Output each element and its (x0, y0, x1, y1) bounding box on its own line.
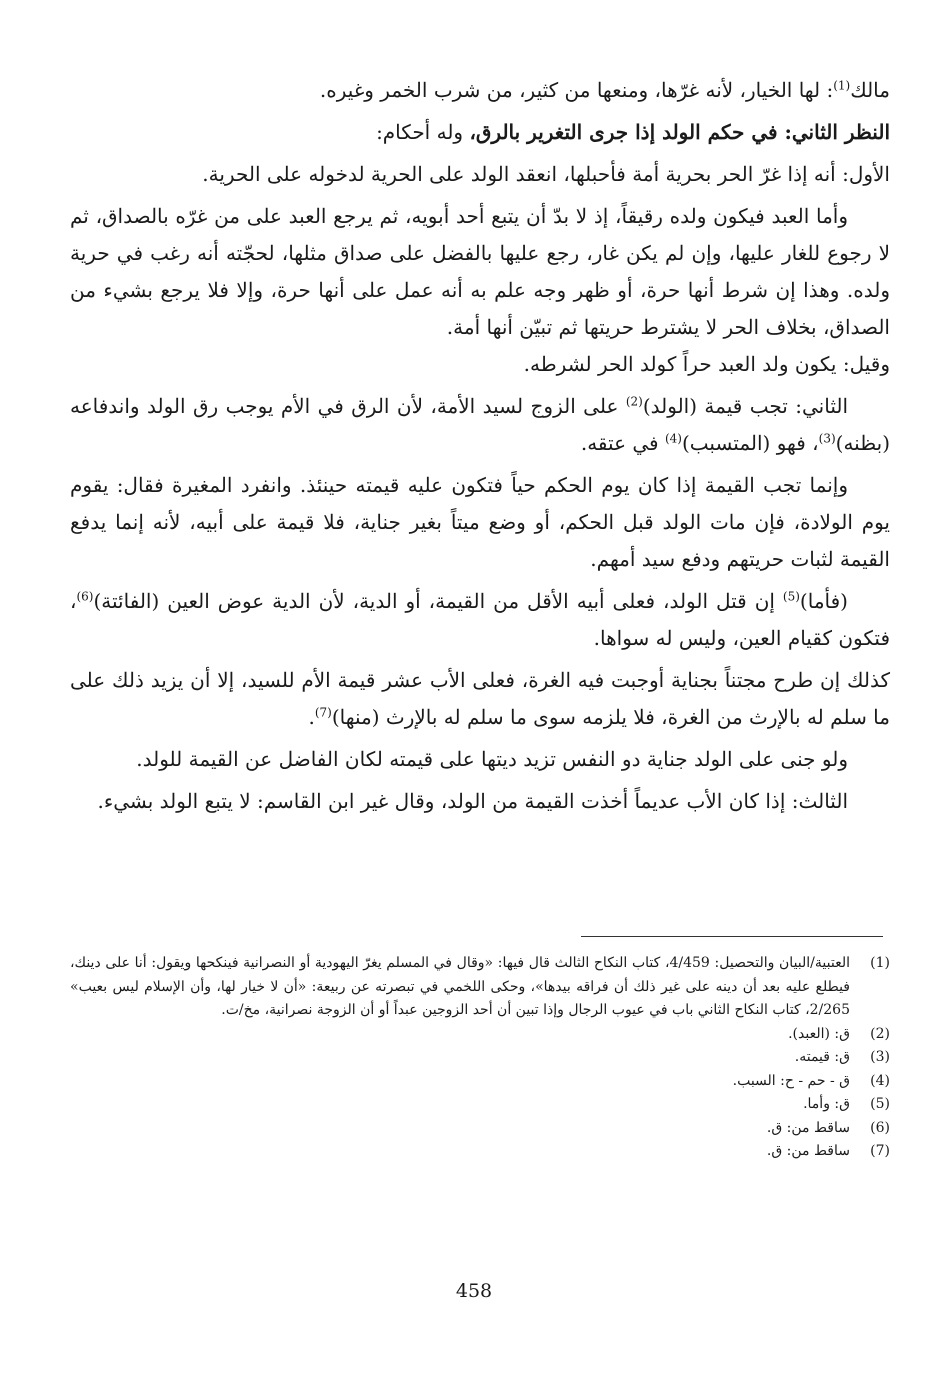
text-span: إن قتل الولد، فعلى أبيه الأقل من القيمة، أو الدية، لأن الدية عوض العين (الفائتة) (93, 589, 783, 613)
paragraph-5: وقيل: يكون ولد العبد حراً كولد الحر لشرطه. (523, 352, 890, 376)
paragraph-10: ولو جنى على الولد جناية دو النفس تزيد ديتها على قيمته لكان الفاضل عن القيمة للولد. (136, 747, 848, 771)
footnote-text: ق - حم - ح: السبب. (732, 1072, 850, 1089)
footnote-ref-7[interactable]: (7) (314, 705, 332, 720)
text-span: : لها الخيار، لأنه غرّها، ومنعها من كثير، من شرب الخمر وغيره. (319, 78, 834, 102)
footnote-6 (70, 1117, 890, 1141)
footnote-text: ساقط من: ق. (766, 1119, 850, 1136)
text-span: ، فهو (المتسبب) (681, 431, 819, 455)
footnote-5 (70, 1093, 890, 1117)
paragraph-7: وإنما تجب القيمة إذا كان يوم الحكم حياً فتكون عليه قيمته حينئذ. وانفرد المغيرة فقال: يقوم يوم الولادة، فإن مات الولد قبل الحكم، أو وضع ميتاً بغير جناية، فلا قيمة على أبيه، لأنه إنما يدفع القيمة لثبات حريتهم ودفع سيد أمهم. (70, 473, 890, 571)
text-span: الثاني: تجب قيمة (الولد) (642, 394, 848, 418)
footnote-7 (70, 1140, 890, 1164)
footnote-number: (2) (870, 1025, 890, 1042)
text-span: (فأما) (799, 589, 848, 613)
section-heading (70, 114, 890, 151)
footnote-4 (70, 1070, 890, 1094)
text-span: . (308, 705, 315, 729)
paragraph-1 (70, 72, 890, 109)
footnote-text: ق: وأما. (803, 1096, 850, 1112)
paragraph-3: الأول: أنه إذا غرّ الحر بحرية أمة فأحبلها، انعقد الولد على الحرية لدخوله على الحرية. (202, 162, 890, 186)
footnote-number: (6) (870, 1119, 890, 1136)
text-span: على الزوج لسيد الأمة، لأن الرق في الأم يوجب رق الولد واندفاعه (بظنه) (70, 394, 890, 455)
footnote-divider (581, 936, 883, 937)
footnote-number: (3) (870, 1049, 890, 1065)
footnote-ref-2[interactable]: (2) (625, 394, 643, 409)
footnote-1 (70, 952, 890, 1023)
footnote-text: ساقط من: ق. (766, 1143, 850, 1159)
main-text (70, 72, 890, 820)
text-span: في عتقه. (580, 431, 665, 455)
footnote-text: العتبية/البيان والتحصيل: 4/459، كتاب النكاح الثالث قال فيها: «وقال في المسلم يغرّ اليهودية أو النصرانية فينكحها ويقول: أنا على دينك، فيطلع عليه بعد أن دينه على غير ذلك أن فراقه بيدها»، وحكى اللخمي في تبصرته عن ربيعة: «أن لا خيار لها، وأن الإسلام ليس بعيب» 2/265، كتاب النكاح الثاني باب في عيوب الرجال وإذا تبين أن أحد الزوجين عبداً أو أن الزوجة نصرانية، مخ/ت. (70, 955, 850, 1018)
footnote-ref-1[interactable]: (1) (833, 78, 851, 93)
heading-label: النظر الثاني: في حكم الولد إذا جرى التغرير بالرق، (469, 120, 890, 144)
footnote-number: (4) (870, 1072, 890, 1089)
footnote-text: ق: (العبد). (788, 1025, 850, 1042)
footnote-2 (70, 1023, 890, 1047)
text-span: مالك (850, 78, 890, 102)
footnote-number: (5) (870, 1096, 890, 1112)
heading-rest: وله أحكام: (376, 120, 470, 144)
paragraph-4: وأما العبد فيكون ولده رقيقاً، إذ لا بدّ أن يتبع أحد أبويه، ثم يرجع العبد على من غرّه بالصداق، ثم لا رجوع للغار عليها، وإن لم يكن غار، رجع عليها بالفضل على صداق مثلها، لحجّته أنه رغب في حرية ولده. وهذا إن شرط أنها حرة، أو ظهر وجه علم به أنه عمل على أنها حرة، وإلا فلا يرجع بشيء من الصداق، بخلاف الحر لا يشترط حريتها ثم تبيّن أنها أمة. (70, 204, 890, 339)
text-span: ، فتكون كقيام العين، وليس له سواها. (70, 589, 890, 650)
page-number: 458 (455, 1280, 493, 1302)
footnote-number: (1) (870, 955, 890, 971)
footnote-ref-5[interactable]: (5) (782, 589, 800, 604)
footnotes (70, 952, 890, 1164)
footnote-ref-3[interactable]: (3) (818, 431, 836, 446)
text-span: كذلك إن طرح مجتناً بجناية أوجبت فيه الغرة، فعلى الأب عشر قيمة الأم للسيد، إلا أن يزيد ذلك على ما سلم له بالإرث من الغرة، فلا يلزمه سوى ما سلم له بالإرث (منها) (70, 668, 890, 729)
footnote-3 (70, 1046, 890, 1070)
paragraph-9 (70, 662, 890, 736)
footnote-number: (7) (870, 1143, 890, 1159)
paragraph-6 (70, 388, 890, 462)
paragraph-8 (70, 583, 890, 657)
footnote-ref-4[interactable]: (4) (664, 431, 682, 446)
footnote-ref-6[interactable]: (6) (76, 589, 94, 604)
footnote-text: ق: قيمته. (794, 1049, 850, 1065)
paragraph-11: الثالث: إذا كان الأب عديماً أخذت القيمة من الولد، وقال غير ابن القاسم: لا يتبع الولد بشيء. (97, 789, 848, 813)
